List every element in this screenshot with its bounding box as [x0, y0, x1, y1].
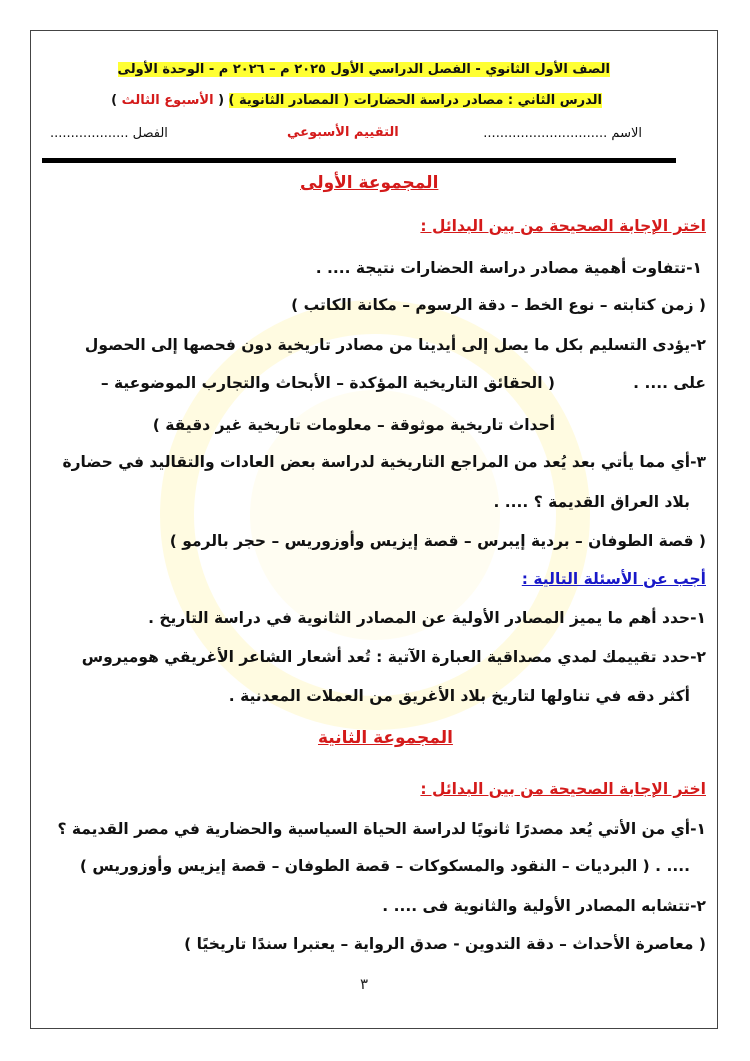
group1-q3-options: ( قصة الطوفان – بردية إيبرس – قصة إيزيس وأوزوريس – حجر بالرمو ) — [169, 532, 706, 550]
group2-title: المجموعة الثانية — [318, 728, 453, 748]
header-line-1 — [118, 62, 610, 77]
header-divider — [42, 158, 676, 163]
group1-title: المجموعة الأولى — [300, 173, 439, 193]
group1-mcq-heading: اختر الإجابة الصحيحة من بين البدائل : — [420, 217, 706, 235]
name-label: الاسم — [611, 126, 642, 141]
group2-q2: ٢-تتشابه المصادر الأولية والثانوية فى .... . — [382, 897, 706, 915]
header-week: الأسبوع الثالث — [121, 93, 214, 108]
group1-q2-line1: ٢-يؤدى التسليم بكل ما يصل إلى أيدينا من مصادر تاريخية دون فحصها إلى الحصول — [84, 336, 706, 354]
paren-open: ( — [213, 93, 229, 108]
group1-q2-options-a: ( الحقائق التاريخية المؤكدة – الأبحاث والتجارب الموضوعية – — [100, 374, 555, 392]
group1-a2-line2: أكثر دقه في تناولها لتاريخ بلاد الأغريق من العملات المعدنية . — [228, 687, 690, 705]
group2-q2-options: ( معاصرة الأحداث – دقة التدوين - صدق الرواية – يعتبرا سندًا تاريخيًا ) — [184, 935, 706, 953]
group1-q1-options: ( زمن كتابته – نوع الخط – دقة الرسوم – مكانة الكاتب ) — [291, 296, 706, 314]
group1-q3-line1: ٣-أي مما يأتي بعد يُعد من المراجع التاريخية لدراسة بعض العادات والتقاليد في حضارة — [62, 453, 706, 471]
header-grade-term: الصف الأول الثانوي - الفصل الدراسي الأول ٢٠٢٥ م – ٢٠٢٦ م - الوحدة الأولى — [117, 62, 610, 77]
paren-close: ) — [111, 93, 122, 108]
group1-a1: ١-حدد أهم ما يميز المصادر الأولية عن المصادر الثانوية في دراسة التاريخ . — [148, 609, 706, 627]
group1-answer-heading: أجب عن الأسئلة التالية : — [521, 570, 706, 588]
class-dots: ................... — [50, 126, 129, 141]
group2-mcq-heading: اختر الإجابة الصحيحة من بين البدائل : — [420, 780, 706, 798]
group1-q2-line2-start: على .... . — [633, 374, 706, 392]
header-lesson: الدرس الثاني : مصادر دراسة الحضارات ( المصادر الثانوية ) — [228, 93, 602, 108]
group2-q1-line1: ١-أي من الأتي يُعد مصدرًا ثانويًا لدراسة الحياة السياسية والحضارية في مصر القديمة ؟ — [57, 820, 706, 838]
header-line-2 — [111, 93, 602, 108]
class-field[interactable] — [50, 126, 168, 141]
name-field[interactable] — [483, 126, 642, 141]
group2-q1-line2: .... . ( البرديات – النقود والمسكوكات – قصة الطوفان – قصة إيزيس وأوزوريس ) — [79, 857, 690, 875]
group1-q3-line2: بلاد العراق القديمة ؟ .... . — [493, 493, 690, 511]
class-label: الفصل — [132, 126, 168, 141]
name-dots: .............................. — [483, 126, 608, 141]
page-number: ٣ — [360, 975, 369, 993]
assessment-title: التقييم الأسبوعي — [287, 125, 399, 140]
group1-q2-options-b: أحداث تاريخية موثوقة – معلومات تاريخية غير دقيقة ) — [152, 416, 555, 434]
group1-q1: ١-تتفاوت أهمية مصادر دراسة الحضارات نتيجة .... . — [315, 259, 702, 277]
group1-a2-line1: ٢-حدد تقييمك لمدي مصداقية العبارة الآتية : تُعد أشعار الشاعر الأغريقي هوميروس — [81, 648, 706, 666]
